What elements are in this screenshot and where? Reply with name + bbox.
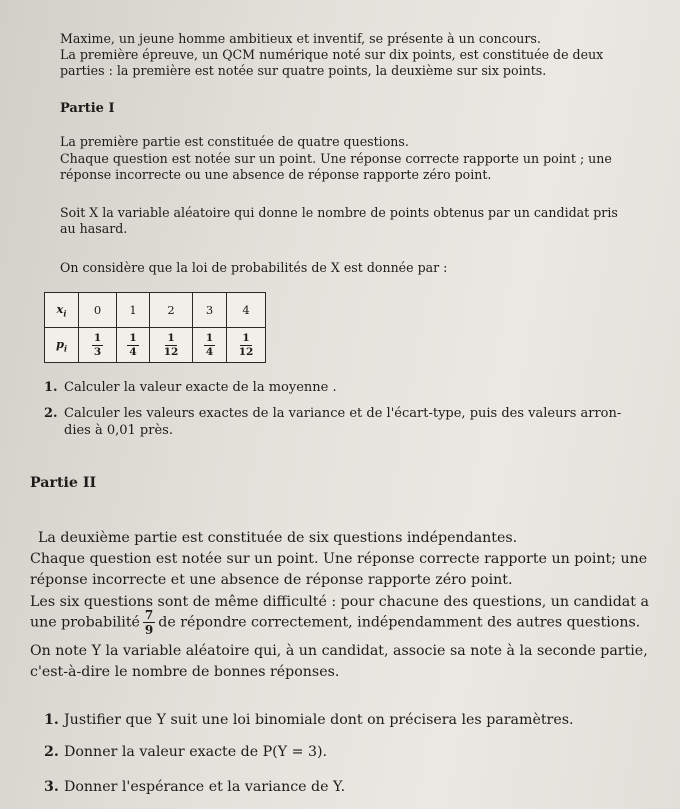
table-cell-p: $\frac{1}{3}$ [79,328,117,363]
part1-question-2-cont: dies à 0,01 près. [64,423,173,438]
table-header-x: $x_i$ [45,293,79,328]
part2-title: Partie II [30,475,97,491]
part2-line-1: La deuxième partie est constituée de six questions indépendantes. [38,530,518,546]
probability-table [44,292,266,363]
table-row-p [45,328,266,363]
table-cell-p: $\frac{1}{12}$ [150,328,193,363]
part2-line-3: réponse incorrecte et une absence de réponse rapporte zéro point. [30,572,513,588]
part1-question-2: 2. Calculer les valeurs exactes de la variance et de l'écart-type, puis des valeurs arron- [44,406,622,421]
table-header-p: $p_i$ [45,328,79,363]
table-cell-x: 0 [79,293,117,328]
table-cell-p: $\frac{1}{12}$ [227,328,266,363]
part2-line-4: Les six questions sont de même difficulté : pour chacune des questions, un candidat a [30,594,649,610]
part2-line-5: une probabilité $\frac{7}{9}$ de répondre correctement, indépendamment des autres questions. [30,608,641,637]
intro-line-2: La première épreuve, un QCM numérique noté sur dix points, est constituée de deux [60,47,604,62]
part2-line-2: Chaque question est notée sur un point. Une réponse correcte rapporte un point; une [30,551,648,567]
table-cell-x: 3 [193,293,227,328]
part1-para-3a: Soit X la variable aléatoire qui donne le nombre de points obtenus par un candidat pris [60,205,618,220]
part2-question-1: 1. Justifier que Y suit une loi binomiale dont on précisera les paramètres. [44,712,574,728]
part1-para-2b: réponse incorrecte ou une absence de réponse rapporte zéro point. [60,167,492,182]
probability-fraction: $\frac{7}{9}$ [144,608,154,637]
part1-para-3b: au hasard. [60,221,128,236]
part1-para-2a: Chaque question est notée sur un point. Une réponse correcte rapporte un point ; une [60,151,612,166]
table-cell-p: $\frac{1}{4}$ [193,328,227,363]
part1-para-1: La première partie est constituée de quatre questions. [60,134,409,149]
intro-line-1: Maxime, un jeune homme ambitieux et inventif, se présente à un concours. [60,31,541,46]
table-cell-x: 1 [117,293,150,328]
part2-question-2: 2. Donner la valeur exacte de P(Y = 3). [44,744,328,760]
table-cell-x: 4 [227,293,266,328]
table-row-x [45,293,266,328]
intro-line-3: parties : la première est notée sur quatre points, la deuxième sur six points. [60,63,547,78]
part1-para-4: On considère que la loi de probabilités de X est donnée par : [60,260,448,275]
part2-line-7: c'est-à-dire le nombre de bonnes réponses. [30,664,340,680]
table-cell-p: $\frac{1}{4}$ [117,328,150,363]
table-cell-x: 2 [150,293,193,328]
part1-question-1: 1. Calculer la valeur exacte de la moyenne . [44,380,337,395]
part2-line-6: On note Y la variable aléatoire qui, à un candidat, associe sa note à la seconde partie, [30,643,648,659]
part1-title: Partie I [60,101,115,116]
part2-question-3: 3. Donner l'espérance et la variance de Y. [44,779,346,795]
